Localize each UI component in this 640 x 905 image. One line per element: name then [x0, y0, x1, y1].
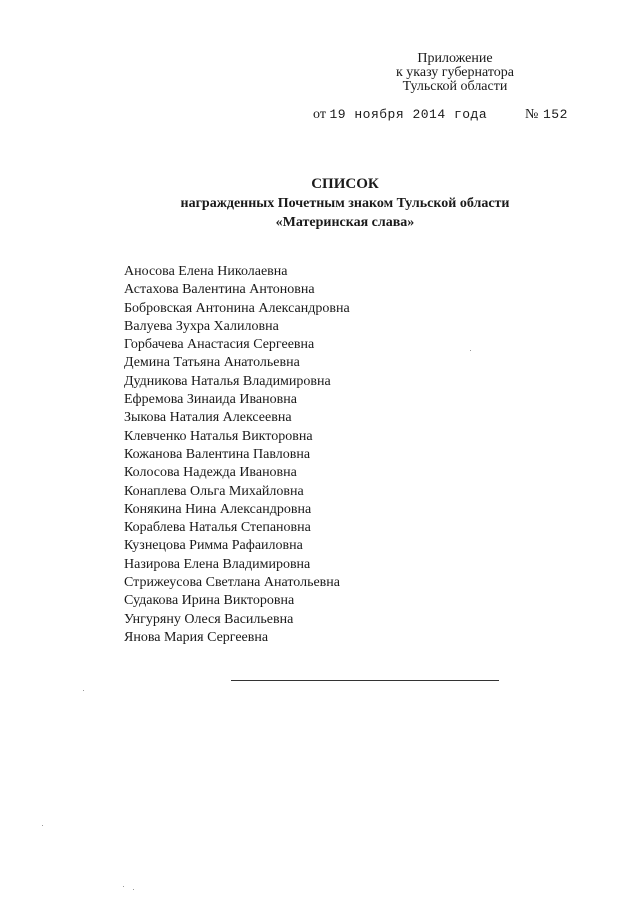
- awardee-name: Клевченко Наталья Викторовна: [124, 428, 313, 444]
- awardee-name: Аносова Елена Николаевна: [124, 264, 288, 279]
- awardee-name: Зыкова Наталия Алексеевна: [124, 410, 292, 426]
- decree-date: 19 ноября 2014 года: [329, 107, 488, 122]
- awardee-name: Демина Татьяна Анатольевна: [124, 355, 300, 371]
- decree-number-sign: №: [525, 107, 539, 122]
- scan-speck: [83, 690, 84, 691]
- awardee-name: Бобровская Антонина Александровна: [124, 300, 350, 316]
- title-heading: СПИСОК: [311, 176, 379, 192]
- decree-number: 152: [543, 107, 568, 122]
- awardee-name: Колосова Надежда Ивановна: [124, 465, 297, 481]
- title-subtitle-line1: награжденных Почетным знаком Тульской области: [180, 196, 510, 211]
- awardee-name: Горбачева Анастасия Сергеевна: [124, 337, 315, 353]
- decree-line: [313, 107, 568, 123]
- awardee-name: Кузнецова Римма Рафаиловна: [124, 538, 303, 554]
- appendix-region: Тульской области: [402, 79, 508, 94]
- awardee-name: Назирова Елена Владимировна: [124, 556, 311, 572]
- appendix-label: Приложение: [417, 51, 493, 66]
- awardee-name: Унгуряну Олеся Васильевна: [124, 611, 294, 627]
- scan-speck: [123, 886, 124, 887]
- awardee-name: Кораблева Наталья Степановна: [124, 520, 311, 536]
- awardee-name: Ефремова Зинаида Ивановна: [124, 392, 297, 408]
- awardee-name: Астахова Валентина Антоновна: [124, 282, 315, 298]
- appendix-decree-ref: к указу губернатора: [395, 65, 515, 80]
- decree-prefix: от: [313, 107, 326, 122]
- awardee-name: Судакова Ирина Викторовна: [124, 593, 295, 609]
- awardee-name: Кожанова Валентина Павловна: [124, 446, 311, 462]
- awardee-name: Стрижеусова Светлана Анатольевна: [124, 575, 341, 591]
- awardee-name: Дудникова Наталья Владимировна: [124, 373, 331, 389]
- awardee-list: [124, 263, 350, 647]
- awardee-name: Валуева Зухра Халиловна: [124, 318, 279, 334]
- awardee-name: Конякина Нина Александровна: [124, 501, 312, 517]
- document-title: [0, 175, 640, 232]
- closing-divider: [231, 680, 499, 681]
- awardee-name: Конаплева Ольга Михайловна: [124, 483, 304, 499]
- awardee-name: Янова Мария Сергеевна: [124, 629, 269, 645]
- scan-speck: [42, 825, 43, 826]
- appendix-header: [370, 52, 540, 94]
- title-subtitle-line2: «Материнская слава»: [275, 215, 415, 230]
- scan-speck: [133, 889, 134, 890]
- scan-speck: [470, 350, 471, 351]
